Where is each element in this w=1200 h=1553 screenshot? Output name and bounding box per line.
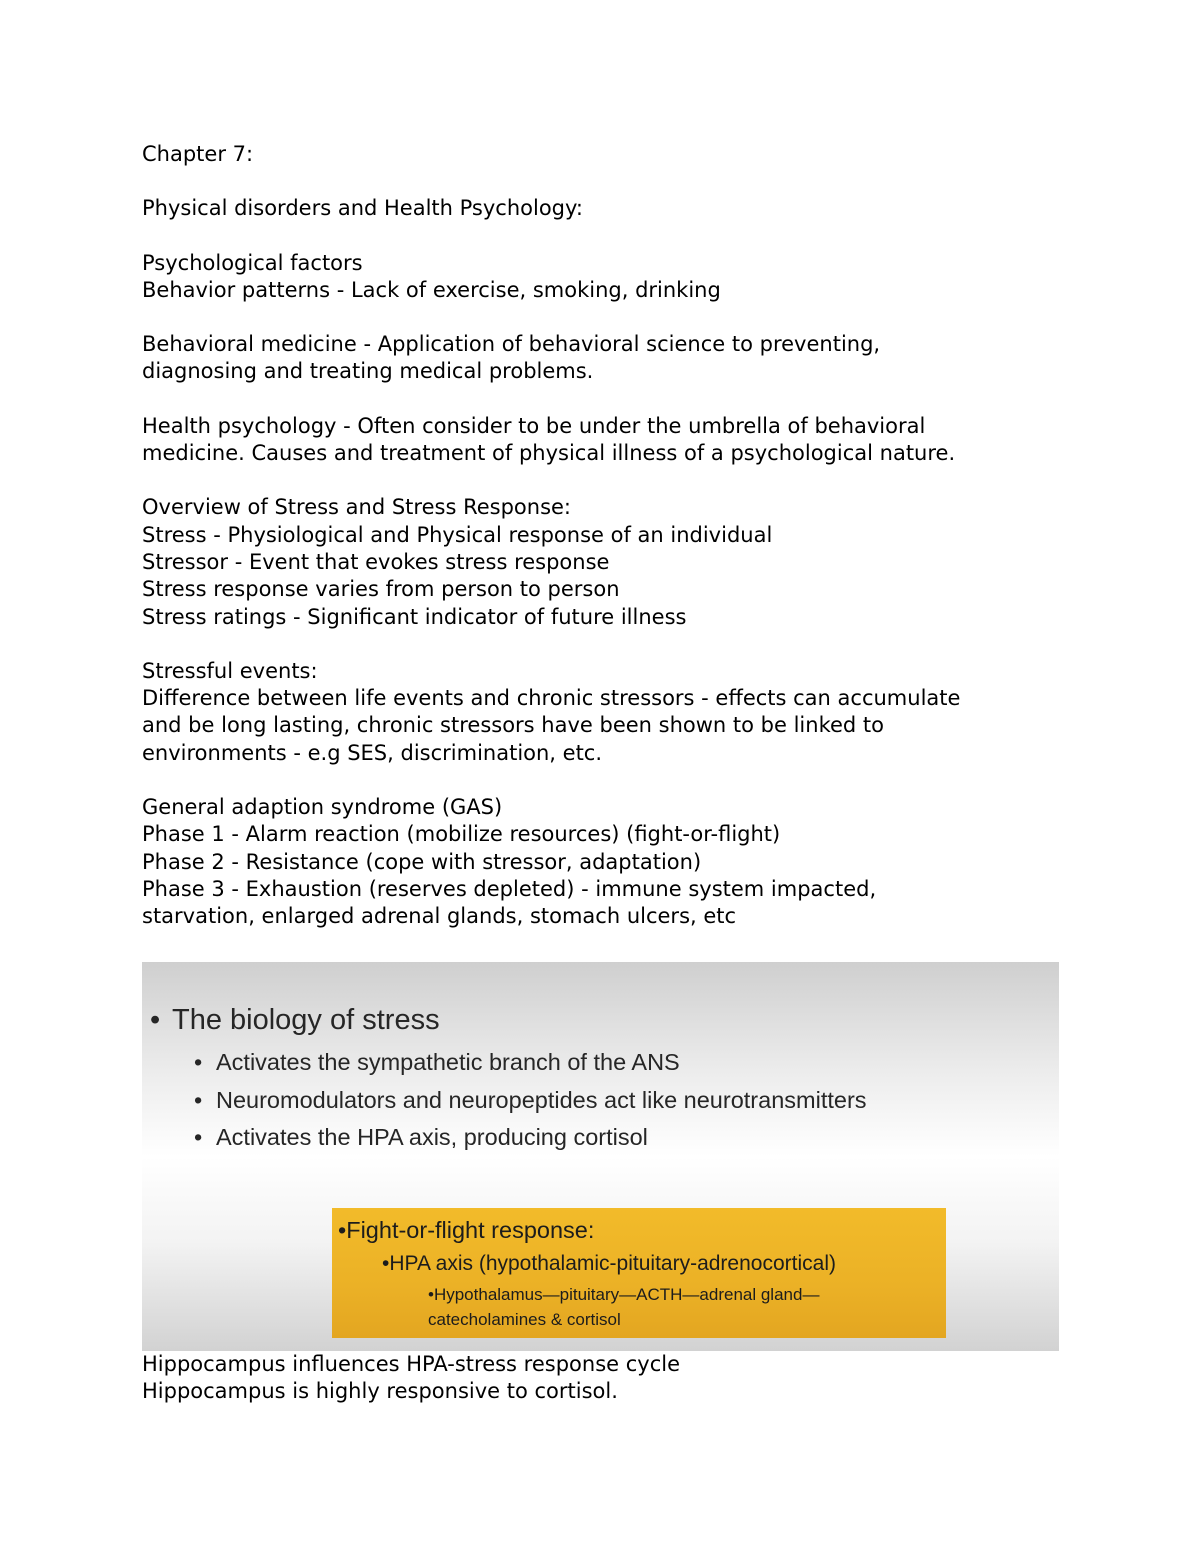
- callout-subline: catecholamines & cortisol: [428, 1310, 621, 1329]
- slide-sub-text: Neuromodulators and neuropeptides act like neurotransmitters: [216, 1087, 867, 1113]
- stress-overview-line: Stress - Physiological and Physical response of an individual: [142, 522, 773, 547]
- hippocampus-line: Hippocampus is highly responsive to cortisol.: [142, 1379, 618, 1404]
- slide-sub-bullet: [194, 1046, 680, 1078]
- gas-phase-line: Phase 3 - Exhaustion (reserves depleted) - immune system impacted,: [142, 876, 877, 901]
- slide-sub-text: Activates the HPA axis, producing cortisol: [216, 1124, 648, 1150]
- stressful-events-block: [142, 658, 1072, 767]
- fight-or-flight-callout: [332, 1208, 946, 1338]
- gas-title: General adaption syndrome (GAS): [142, 795, 503, 820]
- stress-overview-line: Stressor - Event that evokes stress response: [142, 549, 610, 574]
- callout-line: •Fight-or-flight response:: [338, 1217, 595, 1243]
- callout-line: [428, 1282, 819, 1332]
- behavior-patterns-line: Behavior patterns - Lack of exercise, smoking, drinking: [142, 277, 721, 302]
- hippocampus-line: Hippocampus influences HPA-stress response cycle: [142, 1352, 681, 1376]
- bullet-glyph: •: [194, 1087, 203, 1113]
- health-psychology-line: Health psychology - Often consider to be under the umbrella of behavioral: [142, 413, 926, 438]
- stress-overview-title: Overview of Stress and Stress Response:: [142, 495, 572, 520]
- callout-line: •HPA axis (hypothalamic-pituitary-adrenocortical): [382, 1252, 836, 1275]
- document-body: [142, 141, 1072, 931]
- gas-phase-line: starvation, enlarged adrenal glands, stomach ulcers, etc: [142, 904, 737, 929]
- chapter-heading: Chapter 7:: [142, 142, 254, 166]
- psych-factors-label: Psychological factors: [142, 250, 363, 275]
- behavioral-medicine-block: [142, 331, 1072, 386]
- gas-phase-line: Phase 1 - Alarm reaction (mobilize resources) (fight-or-flight): [142, 822, 781, 847]
- stress-overview-line: Stress ratings - Significant indicator of future illness: [142, 604, 687, 629]
- stressful-events-line: and be long lasting, chronic stressors have been shown to be linked to: [142, 713, 884, 738]
- gas-block: [142, 794, 1072, 930]
- slide-sub-text: Activates the sympathetic branch of the ANS: [216, 1049, 680, 1075]
- health-psychology-block: [142, 413, 1072, 468]
- bullet-glyph: •: [194, 1124, 203, 1150]
- stressful-events-line: Difference between life events and chronic stressors - effects can accumulate: [142, 686, 961, 711]
- stress-overview-line: Stress response varies from person to person: [142, 577, 620, 602]
- behavioral-medicine-line: diagnosing and treating medical problems.: [142, 359, 594, 384]
- stress-overview-block: [142, 494, 1072, 630]
- stressful-events-title: Stressful events:: [142, 658, 318, 683]
- gas-phase-line: Phase 2 - Resistance (cope with stressor, adaptation): [142, 849, 702, 874]
- bullet-glyph: •: [194, 1049, 203, 1075]
- after-slide-block: [142, 1351, 680, 1406]
- behavioral-medicine-line: Behavioral medicine - Application of behavioral science to preventing,: [142, 332, 881, 357]
- slide-sub-bullet: [194, 1121, 648, 1153]
- stressful-events-line: environments - e.g SES, discrimination, etc.: [142, 740, 603, 765]
- slide-main-text: The biology of stress: [172, 1004, 440, 1036]
- health-psychology-line: medicine. Causes and treatment of physical illness of a psychological nature.: [142, 441, 956, 466]
- callout-subline: •Hypothalamus—pituitary—ACTH—adrenal gland—: [428, 1285, 820, 1304]
- bullet-glyph: •: [150, 1004, 161, 1036]
- slide-main-bullet: [150, 1000, 440, 1040]
- slide-sub-bullet: [194, 1084, 867, 1116]
- psych-factors-block: [142, 250, 1072, 305]
- section-title: Physical disorders and Health Psychology:: [142, 196, 583, 221]
- slide-image: [142, 962, 1059, 1351]
